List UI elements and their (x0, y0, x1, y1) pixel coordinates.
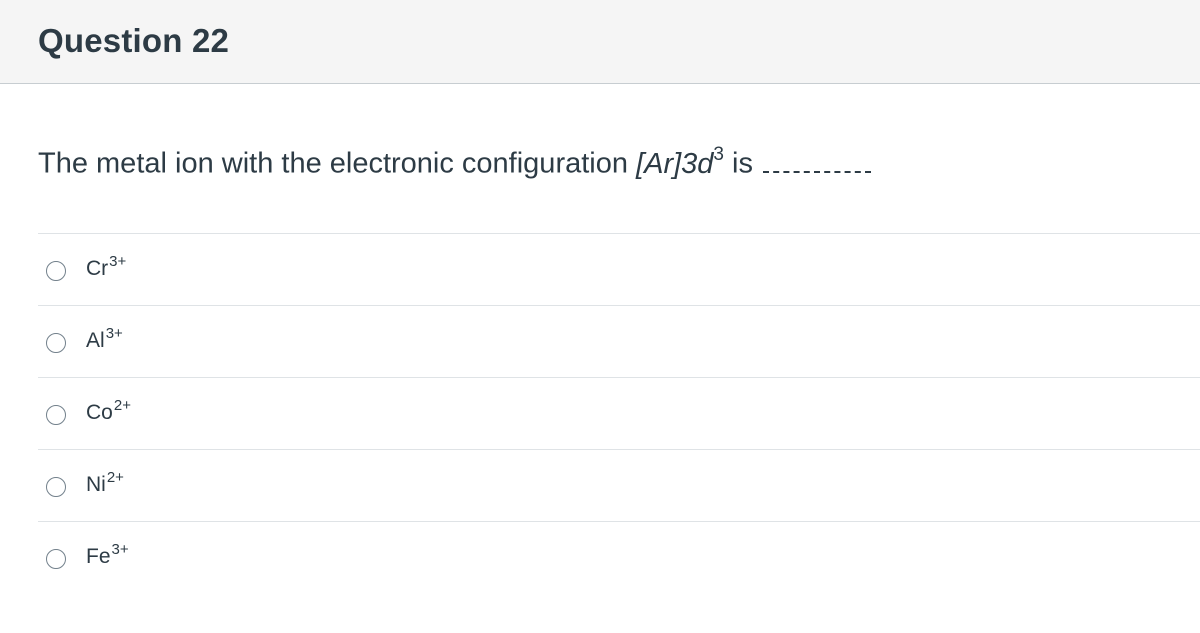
element-symbol: Ni (86, 473, 106, 496)
answer-option-ni[interactable] (38, 449, 1200, 521)
radio-button[interactable] (46, 333, 66, 353)
answer-option-co[interactable] (38, 377, 1200, 449)
element-symbol: Al (86, 329, 105, 352)
ion-charge: 2+ (113, 397, 131, 414)
element-symbol: Co (86, 401, 113, 424)
configuration-superscript: 3 (713, 144, 724, 165)
electron-configuration (636, 144, 724, 180)
question-title: Question 22 (38, 22, 230, 59)
answer-option-fe[interactable] (38, 521, 1200, 593)
radio-button[interactable] (46, 405, 66, 425)
question-suffix: is (724, 147, 753, 180)
answer-label[interactable] (86, 469, 124, 497)
radio-button[interactable] (46, 477, 66, 497)
answer-option-cr[interactable] (38, 233, 1200, 305)
ion-charge: 3+ (105, 325, 123, 342)
answer-list (38, 233, 1200, 593)
ion-charge: 2+ (106, 469, 124, 486)
ion-charge: 3+ (111, 541, 129, 558)
configuration-base: [Ar]3d (636, 147, 714, 180)
answer-label[interactable] (86, 541, 129, 569)
answer-label[interactable] (86, 397, 131, 425)
element-symbol: Fe (86, 545, 111, 568)
question-prefix: The metal ion with the electronic configuration (38, 147, 637, 180)
answer-blank (763, 147, 871, 173)
element-symbol: Cr (86, 257, 109, 280)
radio-button[interactable] (46, 549, 66, 569)
answer-label[interactable] (86, 325, 123, 353)
question-text (38, 146, 871, 181)
radio-button[interactable] (46, 261, 66, 281)
question-header (0, 0, 1200, 84)
answer-option-al[interactable] (38, 305, 1200, 377)
answer-label[interactable] (86, 253, 127, 281)
ion-charge: 3+ (109, 253, 127, 270)
